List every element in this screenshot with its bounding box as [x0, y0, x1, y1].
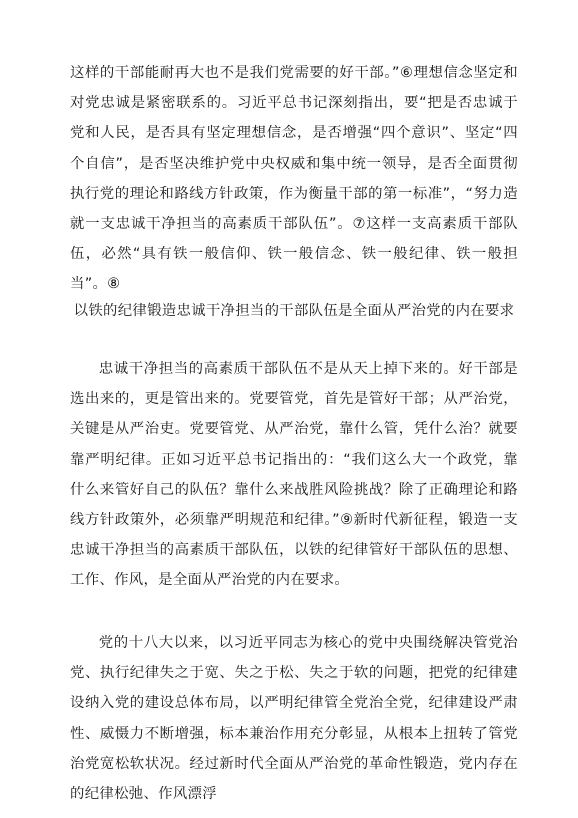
section-heading: 以铁的纪律锻造忠诚干净担当的干部队伍是全面从严治党的内在要求 [73, 303, 515, 319]
paragraph-since-18th-congress: 党的十八大以来，以习近平同志为核心的党中央围绕解决管党治党、执行纪律失之于宽、失之于松、失之于软的问题，把党的纪律建设纳入党的建设总体布局，以严明纪律管全党治全党，纪律建设严肃性、威慑力不断增强，标本兼治作用充分彰显，从根本上扭转了管党治党宽松软状况。经过新时代全面从严治党的革命性锻造，党内存在的纪律松弛、作风漂浮 [70, 635, 518, 803]
paragraph-discipline: 忠诚干净担当的高素质干部队伍不是从天上掉下来的。好干部是选出来的，更是管出来的。党要管党，首先是管好干部；从严治党，关键是从严治吏。党要管党、从严治党，靠什么管，凭什么治？就要靠严明纪律。正如习近平总书记指出的：“我们这么大一个政党，靠什么来管好自己的队伍？靠什么来战胜风险挑战？除了正确理论和路线方针政策外，必须靠严明规范和纪律。”⑨新时代新征程，锻造一支忠诚干净担当的高素质干部队伍，以铁的纪律管好干部队伍的思想、工作、作风，是全面从严治党的内在要求。 [70, 361, 518, 589]
paragraph-continued: 这样的干部能耐再大也不是我们党需要的好干部。”⑥理想信念坚定和对党忠诚是紧密联系的。习近平总书记深刻指出，要“把是否忠诚于党和人民，是否具有坚定理想信念，是否增强“四个意识”、坚定“四个自信”，是否坚决维护党中央权威和集中统一领导，是否全面贯彻执行党的理论和路线方针政策，作为衡量干部的第一标准”，“努力造就一支忠诚干净担当的高素质干部队伍”。⑦这样一支高素质干部队伍，必然“具有铁一般信仰、铁一般信念、铁一般纪律、铁一般担当”。⑧ [70, 65, 518, 293]
